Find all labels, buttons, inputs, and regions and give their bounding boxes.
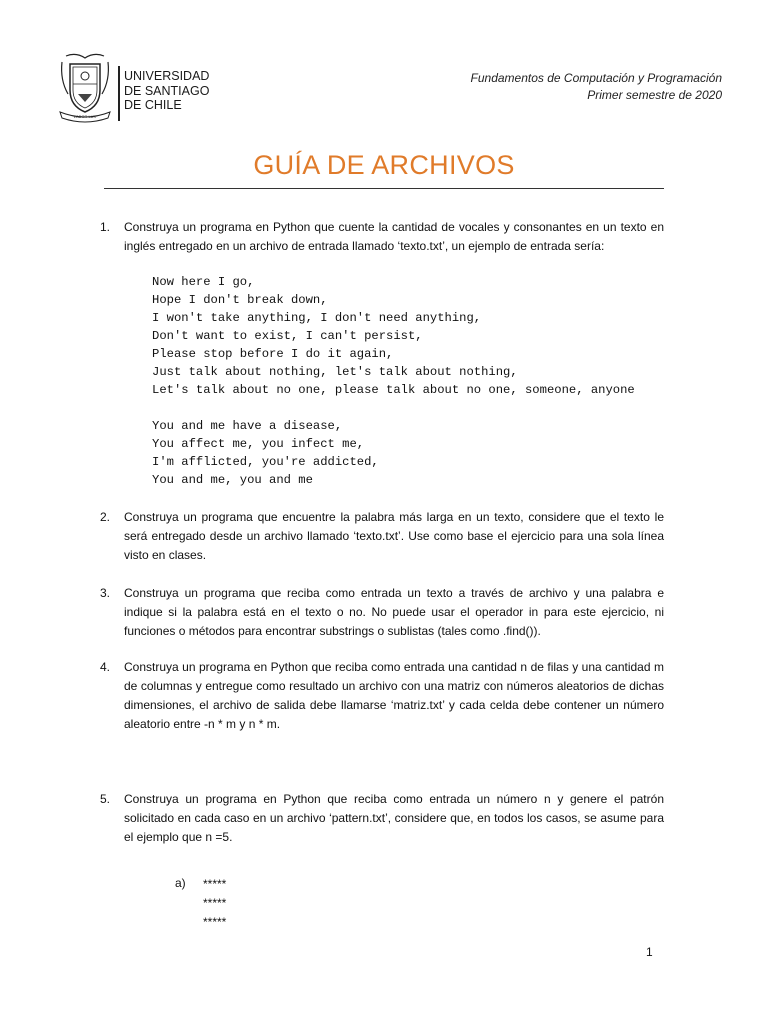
page-title: GUÍA DE ARCHIVOS	[253, 150, 515, 180]
question-number: 1.	[100, 220, 111, 234]
question-3	[100, 584, 664, 641]
example-line: I'm afflicted, you're addicted,	[152, 455, 379, 469]
page-number: 1	[646, 945, 653, 959]
example-text-block	[152, 273, 635, 489]
example-line: Now here I go,	[152, 275, 255, 289]
question-1	[100, 218, 664, 256]
university-line: DE CHILE	[124, 98, 182, 112]
university-name	[124, 69, 209, 113]
question-text: Construya un programa que encuentre la palabra más larga en un texto, considere que el texto le será entregado desde un archivo llamado ‘texto.txt’. Use como base el ejercicio para una sola línea visto en clases.	[124, 510, 664, 562]
example-line: Hope I don't break down,	[152, 293, 328, 307]
example-line: Please stop before I do it again,	[152, 347, 394, 361]
svg-text:LABOR LUX: LABOR LUX	[73, 114, 97, 119]
pattern-line: *****	[203, 915, 227, 929]
question-text: Construya un programa en Python que reciba como entrada un número n y genere el patrón solicitado en cada caso en un archivo ‘pattern.txt’, considere que, en todos los casos, se asume para el ejemplo que n =5.	[124, 792, 664, 844]
example-line: You and me have a disease,	[152, 419, 343, 433]
question-text: Construya un programa que reciba como entrada un texto a través de archivo y una palabra e indique si la palabra está en el texto o no. No puede usar el operador in para este ejercicio, ni funciones o métodos para encontrar substrings o sublistas (tales como .find()).	[124, 586, 664, 638]
example-line: Just talk about nothing, let's talk about nothing,	[152, 365, 518, 379]
example-line: I won't take anything, I don't need anything,	[152, 311, 482, 325]
title-rule	[104, 188, 664, 189]
header-divider	[118, 66, 120, 121]
university-line: DE SANTIAGO	[124, 83, 210, 98]
example-line: You affect me, you infect me,	[152, 437, 365, 451]
question-4	[100, 658, 664, 734]
question-number: 2.	[100, 510, 111, 524]
pattern-line: *****	[203, 896, 227, 910]
example-line	[152, 399, 635, 417]
course-name: Fundamentos de Computación y Programación	[470, 71, 722, 85]
question-number: 5.	[100, 792, 111, 806]
question-number: 3.	[100, 586, 111, 600]
question-5	[100, 790, 664, 847]
question-2	[100, 508, 664, 565]
example-line: You and me, you and me	[152, 473, 313, 487]
course-info	[471, 70, 722, 104]
example-line: Let's talk about no one, please talk about no one, someone, anyone	[152, 383, 635, 397]
semester: Primer semestre de 2020	[587, 88, 722, 102]
question-number: 4.	[100, 660, 111, 674]
subitem-label: a)	[175, 876, 186, 890]
university-line: UNIVERSIDAD	[124, 69, 210, 83]
question-text: Construya un programa en Python que reciba como entrada una cantidad n de filas y una cantidad m de columnas y entregue como resultado un archivo con una matriz con números aleatorios de dichas dimensiones, el archivo de salida debe llamarse ‘matriz.txt’ y cada celda debe contener un número aleatorio entre -n * m y n * m.	[124, 660, 664, 731]
star-pattern	[203, 875, 226, 932]
pattern-line: *****	[203, 877, 227, 891]
example-line: Don't want to exist, I can't persist,	[152, 329, 423, 343]
question-text: Construya un programa en Python que cuente la cantidad de vocales y consonantes en un texto en inglés entregado en un archivo de entrada llamado ‘texto.txt’, un ejemplo de entrada sería:	[124, 220, 664, 253]
university-crest-icon	[56, 50, 114, 124]
